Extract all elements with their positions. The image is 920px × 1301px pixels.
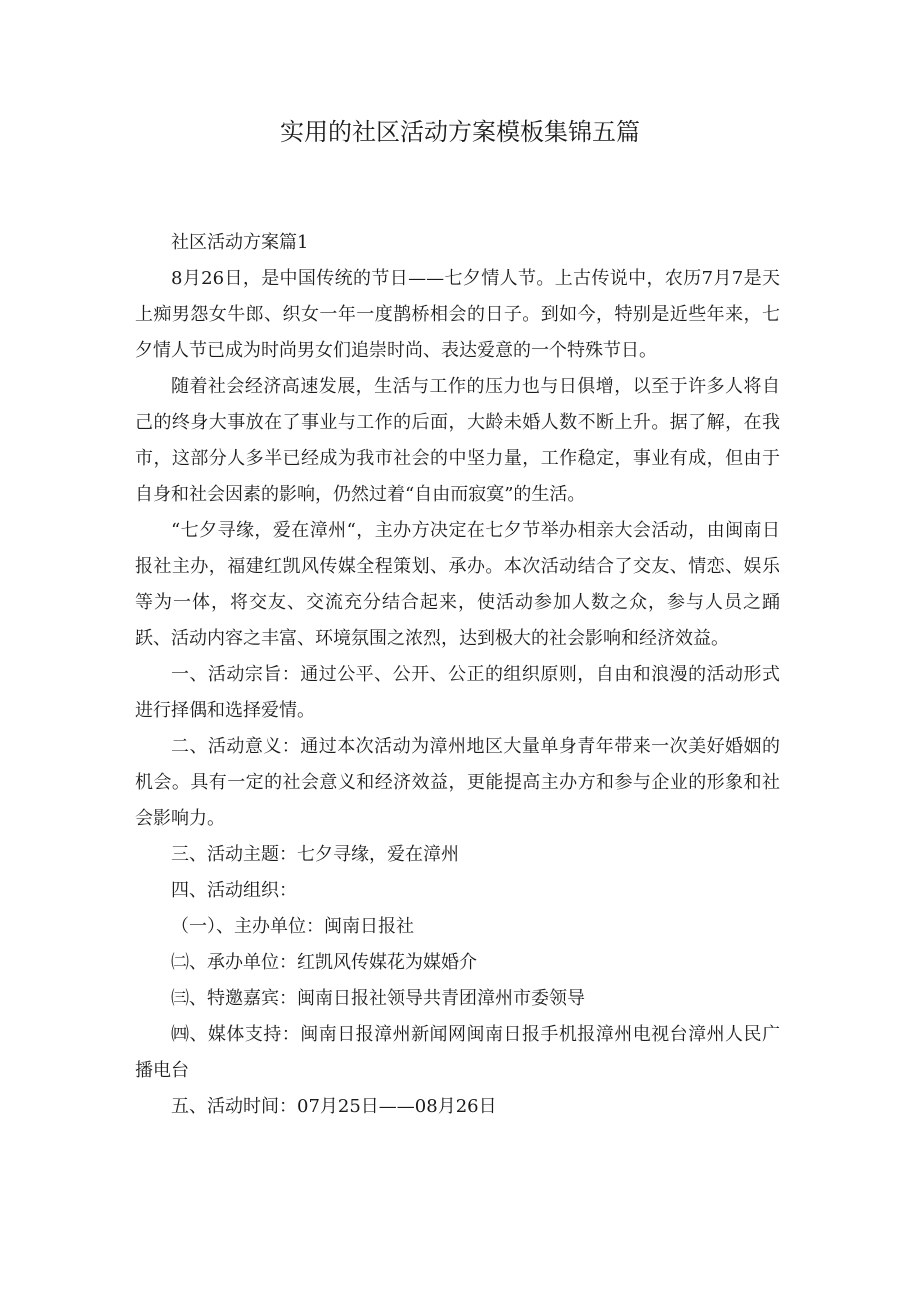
document-title: 实用的社区活动方案模板集锦五篇 (280, 118, 640, 146)
paragraph-intro: 8月26日，是中国传统的节日——七夕情人节。上古传说中，农历7月7是天上痴男怨女牛郎、织女一年一度鹊桥相会的日子。到如今，特别是近些年来，七夕情人节已成为时尚男女们追崇时尚、表达爱意的一个特殊节日。 (135, 268, 780, 361)
paragraph-time: 五、活动时间：07月25日——08月26日 (171, 1096, 497, 1117)
paragraph-significance: 二、活动意义：通过本次活动为漳州地区大量单身青年带来一次美好婚姻的机会。具有一定的社会意义和经济效益，更能提高主办方和参与企业的形象和社会影响力。 (135, 736, 780, 829)
list-item-media: ㈣、媒体支持：闽南日报漳州新闻网闽南日报手机报漳州电视台漳州人民广播电台 (135, 1024, 780, 1081)
list-item-organizer: ㈡、承办单位：红凯风传媒花为媒婚介 (171, 952, 477, 973)
paragraph-theme: 三、活动主题：七夕寻缘，爱在漳州 (171, 844, 459, 865)
list-item-host: （一）、主办单位：闽南日报社 (171, 916, 414, 937)
list-item-guests: ㈢、特邀嘉宾：闽南日报社领导共青团漳州市委领导 (171, 988, 585, 1009)
section-heading: 社区活动方案篇1 (171, 232, 309, 253)
paragraph-purpose: 一、活动宗旨：通过公平、公开、公正的组织原则，自由和浪漫的活动形式进行择偶和选择爱情。 (135, 664, 780, 721)
paragraph-background: 随着社会经济高速发展，生活与工作的压力也与日俱增，以至于许多人将自己的终身大事放在了事业与工作的后面，大龄未婚人数不断上升。据了解，在我市，这部分人多半已经成为我市社会的中坚力量，工作稳定，事业有成，但由于自身和社会因素的影响，仍然过着“自由而寂寞”的生活。 (135, 376, 780, 505)
document-body (135, 225, 780, 1125)
paragraph-event-overview: “七夕寻缘，爱在漳州“，主办方决定在七夕节举办相亲大会活动，由闽南日报社主办，福建红凯风传媒全程策划、承办。本次活动结合了交友、情恋、娱乐等为一体，将交友、交流充分结合起来，使活动参加人数之众，参与人员之踊跃、活动内容之丰富、环境氛围之浓烈，达到极大的社会影响和经济效益。 (135, 520, 780, 649)
paragraph-organization: 四、活动组织： (171, 880, 297, 901)
